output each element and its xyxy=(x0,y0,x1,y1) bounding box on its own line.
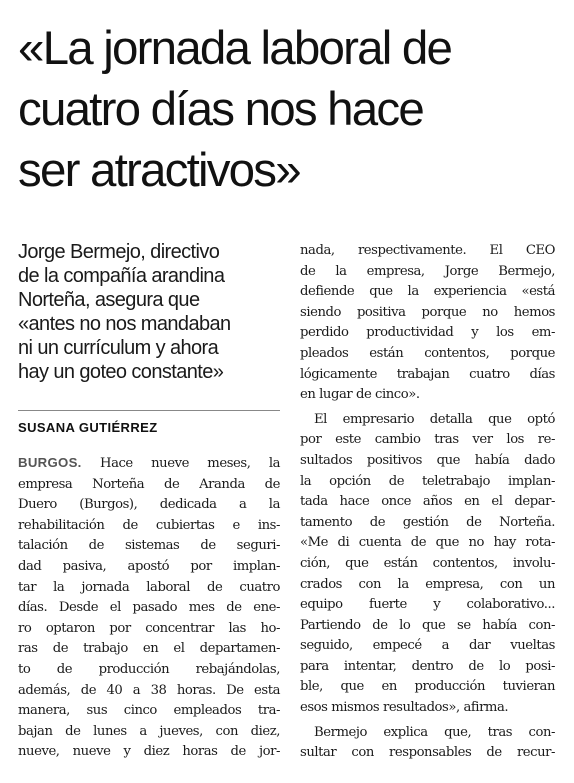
body-line: rehabilitación de cubiertas e ins- xyxy=(18,517,280,533)
body-line: en lugar de cinco». xyxy=(300,387,420,403)
headline-line: «La jornada laboral de xyxy=(18,22,452,75)
body-line: talación de sistemas de seguri- xyxy=(18,538,280,554)
body-line: ble, que en producción tuvieran xyxy=(300,679,555,695)
subhead-line: Jorge Bermejo, directivo xyxy=(18,241,220,263)
subhead-line: de la compañía arandina xyxy=(18,265,225,287)
body-line: «Me di cuenta de que no hay rota- xyxy=(300,535,555,551)
body-line: Duero (Burgos), dedicada a la xyxy=(18,497,280,513)
body-line: nada, respectivamente. El CEO xyxy=(300,243,555,258)
body-line: ro optaron por concentrar las ho- xyxy=(18,620,280,636)
body-line xyxy=(18,453,280,475)
body-line: además, de 40 a 38 horas. De esta xyxy=(18,682,280,698)
body-line: Bermejo explica que, tras con- xyxy=(314,724,555,740)
body-column-1 xyxy=(18,453,280,763)
body-line: para intentar, dentro de lo posi- xyxy=(300,658,555,674)
body-line: sultados positivos que había dado xyxy=(300,452,555,468)
subhead-line: Norteña, asegura que xyxy=(18,289,200,311)
subheadline xyxy=(18,240,280,384)
headline-line: ser atractivos» xyxy=(18,144,300,197)
body-line: pleados están contentos, porque xyxy=(300,345,555,361)
body-line: bajan de lunes a jueves, con diez, xyxy=(18,723,280,739)
body-line: El empresario detalla que optó xyxy=(314,411,555,427)
body-line: empresa Norteña de Aranda de xyxy=(18,476,280,492)
body-line: por este cambio tras ver los re- xyxy=(300,432,555,448)
location-lead: BURGOS. xyxy=(18,455,82,470)
body-line: siendo positiva porque no hemos xyxy=(300,304,555,320)
body-line: días. Desde el pasado mes de ene- xyxy=(18,600,280,616)
body-line: dad pasiva, apostó por implan- xyxy=(18,558,280,574)
body-line: la opción de teletrabajo implan- xyxy=(300,473,555,489)
subhead-line: hay un goteo constante» xyxy=(18,361,224,383)
body-line: lógicamente trabajan cuatro días xyxy=(300,366,555,382)
body-line: perdido productividad y los em- xyxy=(300,325,555,341)
body-line: de la empresa, Jorge Bermejo, xyxy=(300,263,555,279)
body-line: sultar con responsables de recur- xyxy=(300,745,555,761)
body-text: Hace nueve meses, la xyxy=(81,456,280,471)
body-line: tar la jornada laboral de cuatro xyxy=(18,579,280,595)
body-line: tamento de gestión de Norteña. xyxy=(300,514,555,530)
subhead-line: ni un currículum y ahora xyxy=(18,337,219,359)
body-line: seguido, empecé a dar vueltas xyxy=(300,638,555,654)
headline-line: cuatro días nos hace xyxy=(18,83,423,136)
body-line: ción, que están contentos, involu- xyxy=(300,555,555,571)
body-line: nueve, nueve y diez horas de jor- xyxy=(18,744,280,760)
body-line: Partiendo de lo que se había con- xyxy=(300,617,555,633)
body-column-2 xyxy=(300,241,555,764)
body-line: crados con la empresa, con un xyxy=(300,576,555,592)
byline-divider xyxy=(18,410,280,411)
body-line: to de producción rebajándolas, xyxy=(18,661,280,677)
body-line: equipo fuerte y colaborativo... xyxy=(300,597,555,613)
headline xyxy=(18,18,563,201)
body-line: ras de trabajo en el departamen- xyxy=(18,641,280,657)
body-line: tada hace once años en el depar- xyxy=(300,494,555,510)
body-line: defiende que la experiencia «está xyxy=(300,284,555,300)
byline: SUSANA GUTIÉRREZ xyxy=(18,420,158,435)
body-line: esos mismos resultados», afirma. xyxy=(300,700,509,716)
body-line: manera, sus cinco empleados tra- xyxy=(18,703,280,719)
subhead-line: «antes no nos mandaban xyxy=(18,313,231,335)
